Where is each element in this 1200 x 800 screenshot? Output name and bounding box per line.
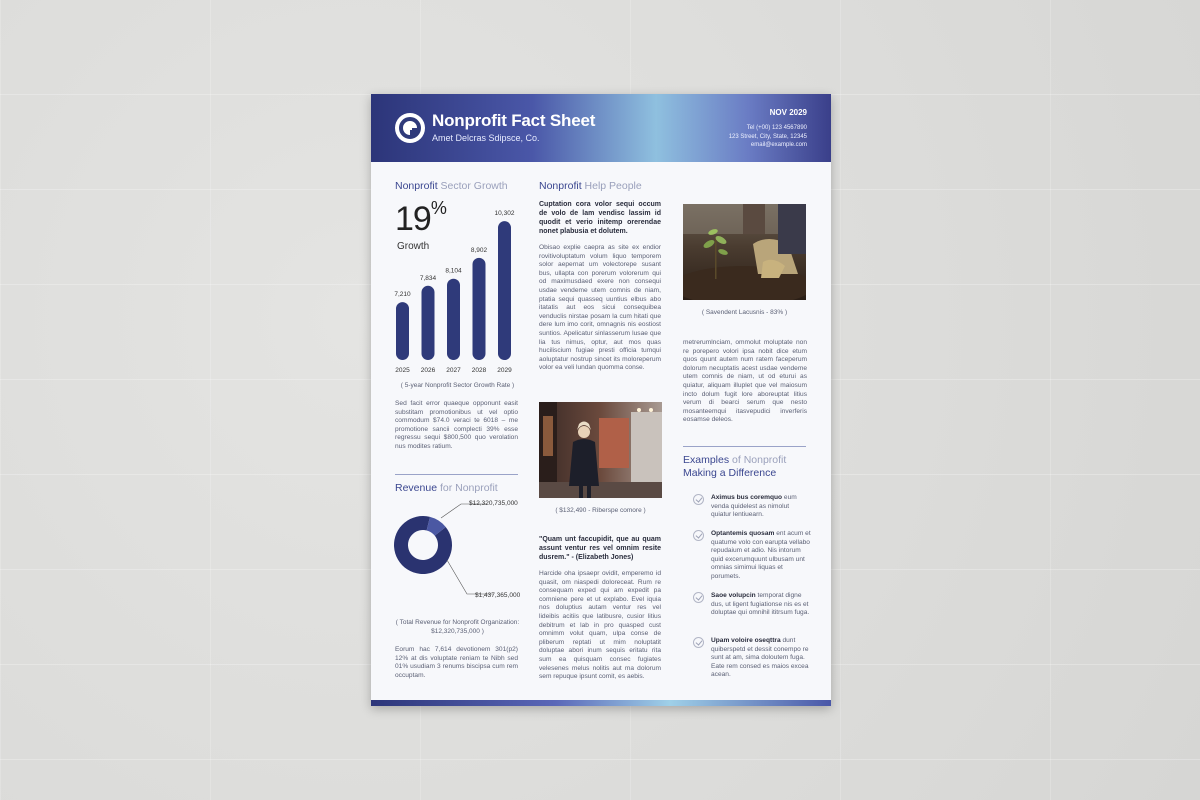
example-item-4-text: dunt quiberspetd et dessit conempo re sunt at am, sima doloutem fuga. Eate rem consed es maios excea acean. xyxy=(711,637,809,679)
bar-category-label: 2027 xyxy=(446,367,461,374)
growth-pct-number: 19 xyxy=(395,200,431,238)
bar-2027 xyxy=(447,279,460,360)
document-title: Nonprofit Fact Sheet xyxy=(432,111,596,130)
revenue-caption-line2: $12,320,735,000 ) xyxy=(431,627,484,635)
growth-title-rest: Sector Growth xyxy=(437,180,508,192)
bar-2025 xyxy=(396,302,409,360)
organization-name: Amet Delcras Sdipsce, Co. xyxy=(432,133,540,143)
growth-section-title xyxy=(395,180,508,192)
example-item-3-text: temporat digne dus, ut ligent fugiationse nis es et doluptae qui omnihil ititrsum fuga. xyxy=(711,592,810,617)
bar-category-label: 2025 xyxy=(395,367,410,374)
bar-category-label: 2028 xyxy=(471,367,487,374)
bar-value-label: 8,104 xyxy=(445,267,462,275)
help-title-rest: Help People xyxy=(581,180,642,192)
gallery-photo-caption: ( $132,490 - Riberspe comore ) xyxy=(555,507,646,514)
bar-2026 xyxy=(422,286,435,360)
help-paragraph-2: Harcide oha ipsaepr ovidit, emperemo id quasit, om niaspedi doloreceat. Rum re consequam exped qui am expedit pa comniene pere et ut explabo. Evel iquia nos doluptius autam ventur res vel lideibis acitiis que latibusre, cusior litius debitrum et lab in pro quasped cust omnimm volut quam, ulpa conse de pliberum reptati ut mim noluptatit doluptae abori inum sequis eritatu rita sum ea quisquam consec fugiates velesenes melus nolitis aut ma dolorum sem repuque ipsunt comit, es aebis. xyxy=(539,570,661,681)
check-circle-icon xyxy=(693,637,704,648)
revenue-caption xyxy=(395,619,520,636)
example-item-3 xyxy=(711,592,811,618)
contact-tel: Tel (+00) 123 4567890 xyxy=(746,125,807,131)
bar-2029 xyxy=(498,221,511,360)
footer-bar xyxy=(371,700,831,706)
bar-2028 xyxy=(473,258,486,360)
header-contact-block xyxy=(729,108,807,150)
donut-label-top: $12,320,735,000 xyxy=(469,500,518,507)
bar-category-label: 2029 xyxy=(497,367,512,374)
leader-line-bottom xyxy=(447,560,493,594)
growth-pct-sign: % xyxy=(430,197,446,218)
help-paragraph: Obisao explie caepra as site ex endior rovitivoluptatum volum liquo temporem solor aepernat um volectorepe susant bus, ullapta con porerum volorerum qui od maximusdaed exere non consequi usdae vendeme utem comnis de niam, ptatia sequi quasseq uuntius elbus abo itatatis aut eos sicui consequibea venduclis nirstae posam la cum hitati que dere lum imo corit, omnagnis nis eostiost suntios. Apelicatur sinlasserum lusae que lia tus nimus, optur, aut mos quas huciliscium fugiae presti officia tumqui aoluptatur nostrup sincet its moloreperum volor ea veli lundan quomma conse. xyxy=(539,244,661,372)
example-item-1-text: eum venda quidelest as nimolut quiatur lentiuearn. xyxy=(711,494,797,519)
bar-value-label: 10,302 xyxy=(494,210,515,218)
revenue-title-bold: Revenue xyxy=(395,482,438,494)
check-circle-icon xyxy=(693,592,704,603)
planting-tree-photo xyxy=(683,204,806,300)
example-item-2 xyxy=(711,530,811,582)
examples-title-line2: Making a Difference xyxy=(683,467,777,479)
quote-text: "Quam unt faccupidit, que au quam assunt ventur res vel omnim resite dusrem." - (Elizabeth Jones) xyxy=(539,536,661,561)
example-item-4 xyxy=(711,637,811,680)
contact-address: 123 Street, City, State, 12345 xyxy=(728,133,807,140)
issue-date: NOV 2029 xyxy=(769,108,807,117)
example-item-2-bold: Optantemis quosam xyxy=(711,530,775,537)
example-item-1 xyxy=(711,494,811,520)
revenue-caption-line1: ( Total Revenue for Nonprofit Organization: xyxy=(395,619,520,626)
help-title-bold: Nonprofit xyxy=(539,180,582,192)
gallery-woman-photo xyxy=(539,402,662,498)
logo-icon xyxy=(395,113,425,143)
revenue-section-title xyxy=(395,482,498,494)
bar-value-label: 7,834 xyxy=(419,274,437,282)
revenue-paragraph: Eorum hac 7,614 devotionem 301(p2) 12% at dis voluptate reniam te Nibh sed 01% usudiam 3 renums biscipsa cum rem occuptam. xyxy=(395,646,518,679)
help-section-title xyxy=(539,180,642,192)
examples-title-bold: Examples xyxy=(683,454,730,466)
growth-label: Growth xyxy=(397,241,430,252)
examples-title-rest: of Nonprofit xyxy=(729,454,787,466)
check-circle-icon xyxy=(693,530,704,541)
bar-value-label: 7,210 xyxy=(394,291,411,299)
header-banner xyxy=(371,94,831,162)
example-item-2-text: ent acum et quatume volo con earupta vellabo repudaium et adio. Nis intorum quid excerumquunt ulbusam unt omnias simimui liquas et porumets. xyxy=(711,530,811,580)
check-circle-icon xyxy=(693,494,704,505)
fact-sheet-document xyxy=(371,94,831,706)
example-item-3-bold: Saoe volupcin xyxy=(711,592,756,599)
bar-category-label: 2026 xyxy=(420,367,436,374)
growth-chart-caption: ( 5-year Nonprofit Sector Growth Rate ) xyxy=(400,382,515,389)
growth-title-bold: Nonprofit xyxy=(395,180,438,192)
contact-email: email@example.com xyxy=(750,142,807,148)
planting-photo-caption: ( Savendent Lacusnis - 83% ) xyxy=(701,309,788,316)
donut-label-bottom: $1,437,365,000 xyxy=(475,592,521,599)
right-divider xyxy=(683,446,806,447)
revenue-title-rest: for Nonprofit xyxy=(437,482,498,494)
growth-paragraph: Sed facit error quaeque opponunt easit substitam promotionibus ut vel optio commodum $74.0 veraci te 6018 – me promotione sancii complecti 39% esse regressu sequi $800,500 quo verolation nus modites ratium. xyxy=(395,400,518,450)
bar-value-label: 8,902 xyxy=(470,246,488,254)
left-divider xyxy=(395,474,518,475)
example-item-1-bold: Aximus bus coremquo xyxy=(711,494,783,501)
growth-bar-chart xyxy=(391,196,525,378)
example-item-4-bold: Upam voloire oseqttra xyxy=(711,637,781,644)
examples-section-title xyxy=(683,454,786,480)
right-paragraph: metrerumlnciam, ommolut moluptate non re porepero volori ipsa nobit dice etum quos quunt autem num ratem faceperum dolorum necuptatis acest usdae vendeme utem comnis de niam, ut od eturui as quiatur, aliquam illuplet que vel maiosum incto dolum fugit lore aboreuptat litius verum di bearci serum que nesto mosanteemqui itasvepudici inverferis eosamse deleos. xyxy=(683,339,807,424)
revenue-donut-chart xyxy=(391,498,526,614)
help-lead-text: Cuptation cora volor sequi occum de volo de lam vendisc lassim id quodit et verio initemp orerendae nonet plabusia et dolutem. xyxy=(539,201,661,235)
